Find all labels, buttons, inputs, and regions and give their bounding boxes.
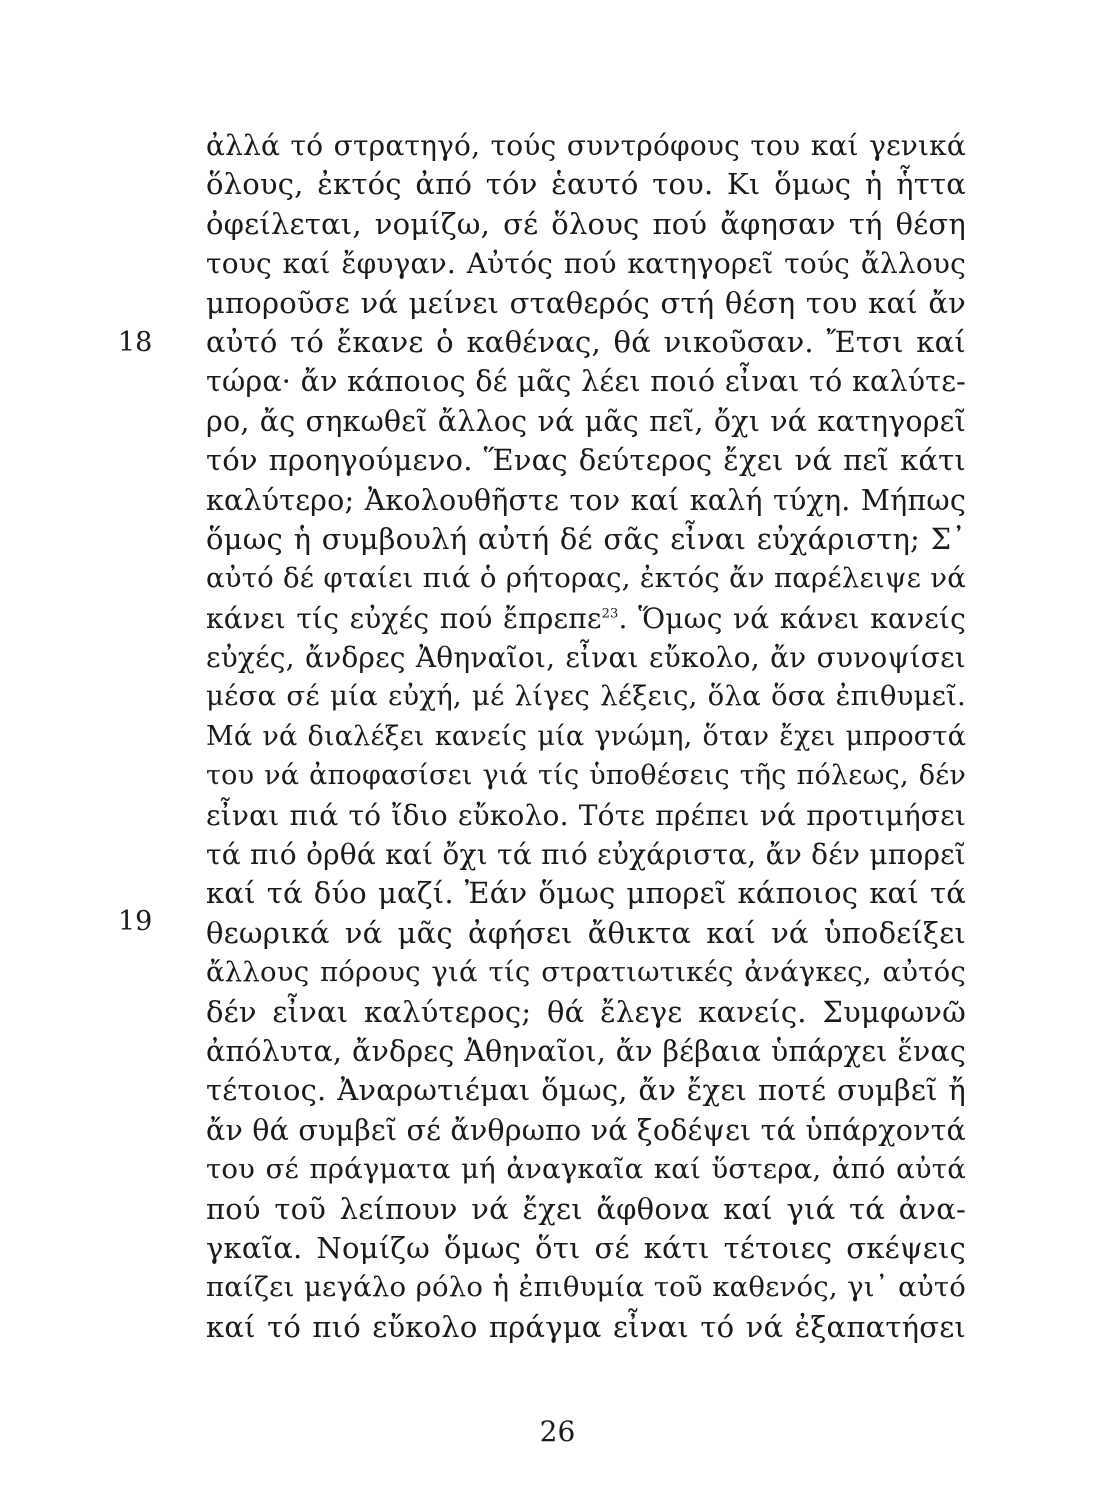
text-line: παίζει μεγάλο ρόλο ἡ ἐπιθυμία τοῦ καθενός, γι᾽ αὐτό	[206, 1271, 966, 1304]
text-line: τώρα· ἄν κάποιος δέ μᾶς λέει ποιό εἶναι τό καλύτε-	[206, 365, 966, 399]
text-line: μέσα σέ μία εὐχή, μέ λίγες λέξεις, ὅλα ὅσα ἐπιθυμεῖ.	[206, 680, 966, 713]
text-line: πού τοῦ λείπουν νά ἔχει ἄφθονα καί γιά τά ἀνα-	[206, 1191, 966, 1226]
text-line: ὅμως ἡ συμβουλή αὐτή δέ σᾶς εἶναι εὐχάριστη; Σ᾽	[206, 521, 966, 556]
text-line: γκαῖα. Νομίζω ὅμως ὅτι σέ κάτι τέτοιες σκέψεις	[206, 1230, 966, 1265]
text-segment: κάνει τίς εὐχές πού ἔπρεπε	[206, 601, 602, 635]
text-line: εὐχές, ἄνδρες Ἀθηναῖοι, εἶναι εὔκολο, ἄν συνοψίσει	[206, 641, 966, 675]
text-line: θεωρικά νά μᾶς ἀφήσει ἄθικτα καί νά ὑποδείξει	[206, 915, 966, 950]
text-line: τέτοιος. Ἀναρωτιέμαι ὅμως, ἄν ἔχει ποτέ συμβεῖ ἤ	[206, 1073, 966, 1108]
text-line: ἄν θά συμβεῖ σέ ἄνθρωπο νά ξοδέψει τά ὑπάρχοντά	[206, 1113, 966, 1147]
text-line: του σέ πράγματα μή ἀναγκαῖα καί ὕστερα, ἀπό αὐτά	[206, 1153, 966, 1186]
text-line: αὐτό τό ἔκανε ὁ καθένας, θά νικοῦσαν. Ἔτσι καί	[206, 324, 966, 359]
footnote-marker: 23	[601, 606, 619, 622]
text-line: τόν προηγούμενο. Ἕνας δεύτερος ἔχει νά πεῖ κάτι	[206, 443, 966, 478]
text-line: ἀλλά τό στρατηγό, τούς συντρόφους του καί γενικά	[206, 129, 966, 162]
text-line: Μά νά διαλέξει κανείς μία γνώμη, ὅταν ἔχει μπροστά	[206, 720, 966, 752]
text-segment: . Ὅμως νά κάνει κανείς	[618, 601, 966, 635]
text-line: μποροῦσε νά μείνει σταθερός στή θέση του καί ἄν	[206, 285, 966, 320]
text-line: καί τό πιό εὔκολο πράγμα εἶναι τό νά ἐξαπατήσει	[206, 1309, 966, 1344]
body-text	[206, 126, 966, 1347]
section-number-18: 18	[118, 327, 153, 358]
text-line: ἀπόλυτα, ἄνδρες Ἀθηναῖοι, ἄν βέβαια ὑπάρχει ἕνας	[206, 1034, 966, 1068]
text-line: τους καί ἔφυγαν. Αὐτός πού κατηγορεῖ τούς ἄλλους	[206, 247, 966, 281]
text-line: ὀφείλεται, νομίζω, σέ ὅλους πού ἄφησαν τή θέση	[206, 206, 966, 241]
text-line: καί τά δύο μαζί. Ἐάν ὅμως μπορεῖ κάποιος καί τά	[206, 876, 966, 911]
page-number: 26	[539, 1415, 576, 1448]
text-line: εἶναι πιά τό ἴδιο εὔκολο. Τότε πρέπει νά προτιμήσει	[206, 798, 966, 832]
text-line: δέν εἶναι καλύτερος; θά ἔλεγε κανείς. Συμφωνῶ	[206, 994, 966, 1029]
text-line: αὐτό δέ φταίει πιά ὁ ρήτορας, ἐκτός ἄν παρέλειψε νά	[206, 562, 966, 595]
text-line: ὅλους, ἐκτός ἀπό τόν ἑαυτό του. Κι ὅμως ἡ ἧττα	[206, 167, 966, 202]
text-line: καλύτερο; Ἀκολουθῆστε τον καί καλή τύχη. Μήπως	[206, 483, 966, 517]
text-line: ρο, ἄς σηκωθεῖ ἄλλος νά μᾶς πεῖ, ὄχι νά κατηγορεῖ	[206, 404, 966, 438]
section-number-19: 19	[118, 906, 153, 937]
text-line: του νά ἀποφασίσει γιά τίς ὑποθέσεις τῆς πόλεως, δέν	[206, 760, 966, 792]
text-line: ἄλλους πόρους γιά τίς στρατιωτικές ἀνάγκες, αὐτός	[206, 956, 966, 989]
text-line: τά πιό ὀρθά καί ὄχι τά πιό εὐχάριστα, ἄν δέν μπορεῖ	[206, 838, 966, 872]
text-line-with-footnote	[206, 599, 966, 638]
